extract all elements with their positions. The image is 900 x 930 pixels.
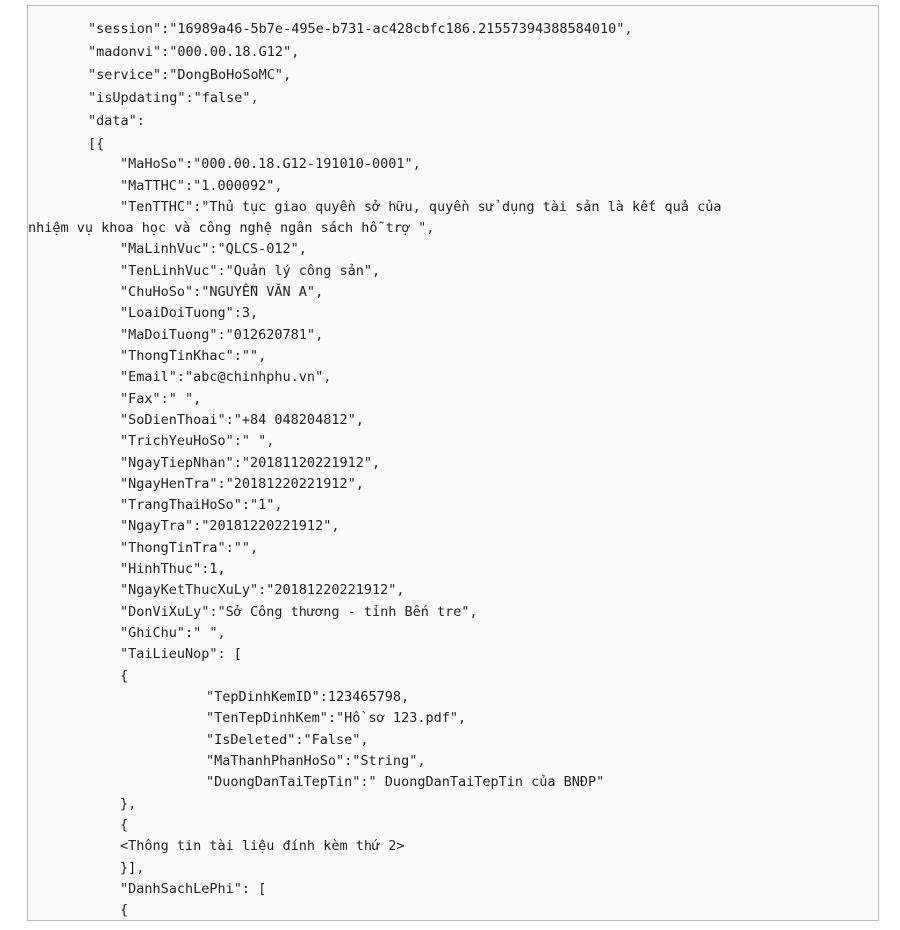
code-line: "DuongDanTaiTepTin":" DuongDanTaiTepTin của BNĐP" [206,774,605,790]
code-line: "Fax":" ", [120,391,202,407]
code-line: }, [120,796,137,812]
code-line: "data": [88,113,145,129]
code-line: "LoaiDoiTuong":3, [120,305,259,321]
code-line: { [120,817,129,833]
code-line: "DonViXuLy":"Sở Công thương - tỉnh Bến tre", [120,604,478,620]
code-line: "MaLinhVuc":"QLCS-012", [120,241,307,257]
code-line: "SoDienThoai":"+84 048204812", [120,412,364,428]
code-line: "ChuHoSo":"NGUYỄN VĂN A", [120,284,324,300]
code-line: "TenLinhVuc":"Quản lý công sản", [120,263,381,279]
code-line: "GhiChu":" ", [120,625,226,641]
code-line: "ThongTinKhac":"", [120,348,267,364]
code-line: "DanhSachLePhi": [ [120,881,267,897]
code-line: "NgayHenTra":"20181220221912", [120,476,364,492]
code-line: "TenTepDinhKem":"Hồ sơ 123.pdf", [206,710,467,726]
code-line: [{ [88,136,105,152]
code-line: "TrichYeuHoSo":" ", [120,433,275,449]
code-line: "isUpdating":"false", [88,90,259,106]
code-line: "TaiLieuNop": [ [120,646,242,662]
document-page [27,5,879,921]
code-line: "Email":"abc@chinhphu.vn", [120,369,332,385]
code-line: "HinhThuc":1, [120,561,226,577]
code-line: "MaThanhPhanHoSo":"String", [206,753,426,769]
code-line: "ThongTinTra":"", [120,540,259,556]
code-line: "session":"16989a46-5b7e-495e-b731-ac428cbfc186.21557394388584010", [88,21,633,37]
code-line: "MaHoSo":"000.00.18.G12-191010-0001", [120,156,421,172]
code-line: }], [120,860,145,876]
code-line: "MaDoiTuong":"012620781", [120,327,324,343]
code-line: "NgayKetThucXuLy":"20181220221912", [120,582,405,598]
code-line: "TrangThaiHoSo":"1", [120,497,283,513]
code-line: "service":"DongBoHoSoMC", [88,67,292,83]
code-line: nhiệm vụ khoa học và công nghệ ngân sách hỗ trợ ", [28,220,435,236]
code-line: "madonvi":"000.00.18.G12", [88,44,300,60]
code-line: "MaTTHC":"1.000092", [120,178,283,194]
code-line: "TenTTHC":"Thủ tục giao quyền sở hữu, quyền sử dụng tài sản là kết quả của [120,199,722,215]
code-line: "NgayTra":"20181220221912", [120,518,340,534]
code-line: <Thông tin tài liệu đính kèm thứ 2> [120,838,405,854]
json-code-block [28,6,878,920]
code-line: "IsDeleted":"False", [206,732,369,748]
code-line: "TepDinhKemID":123465798, [206,689,410,705]
code-line: "NgayTiepNhan":"20181120221912", [120,455,381,471]
code-line: { [120,668,129,684]
code-line: { [120,902,129,918]
